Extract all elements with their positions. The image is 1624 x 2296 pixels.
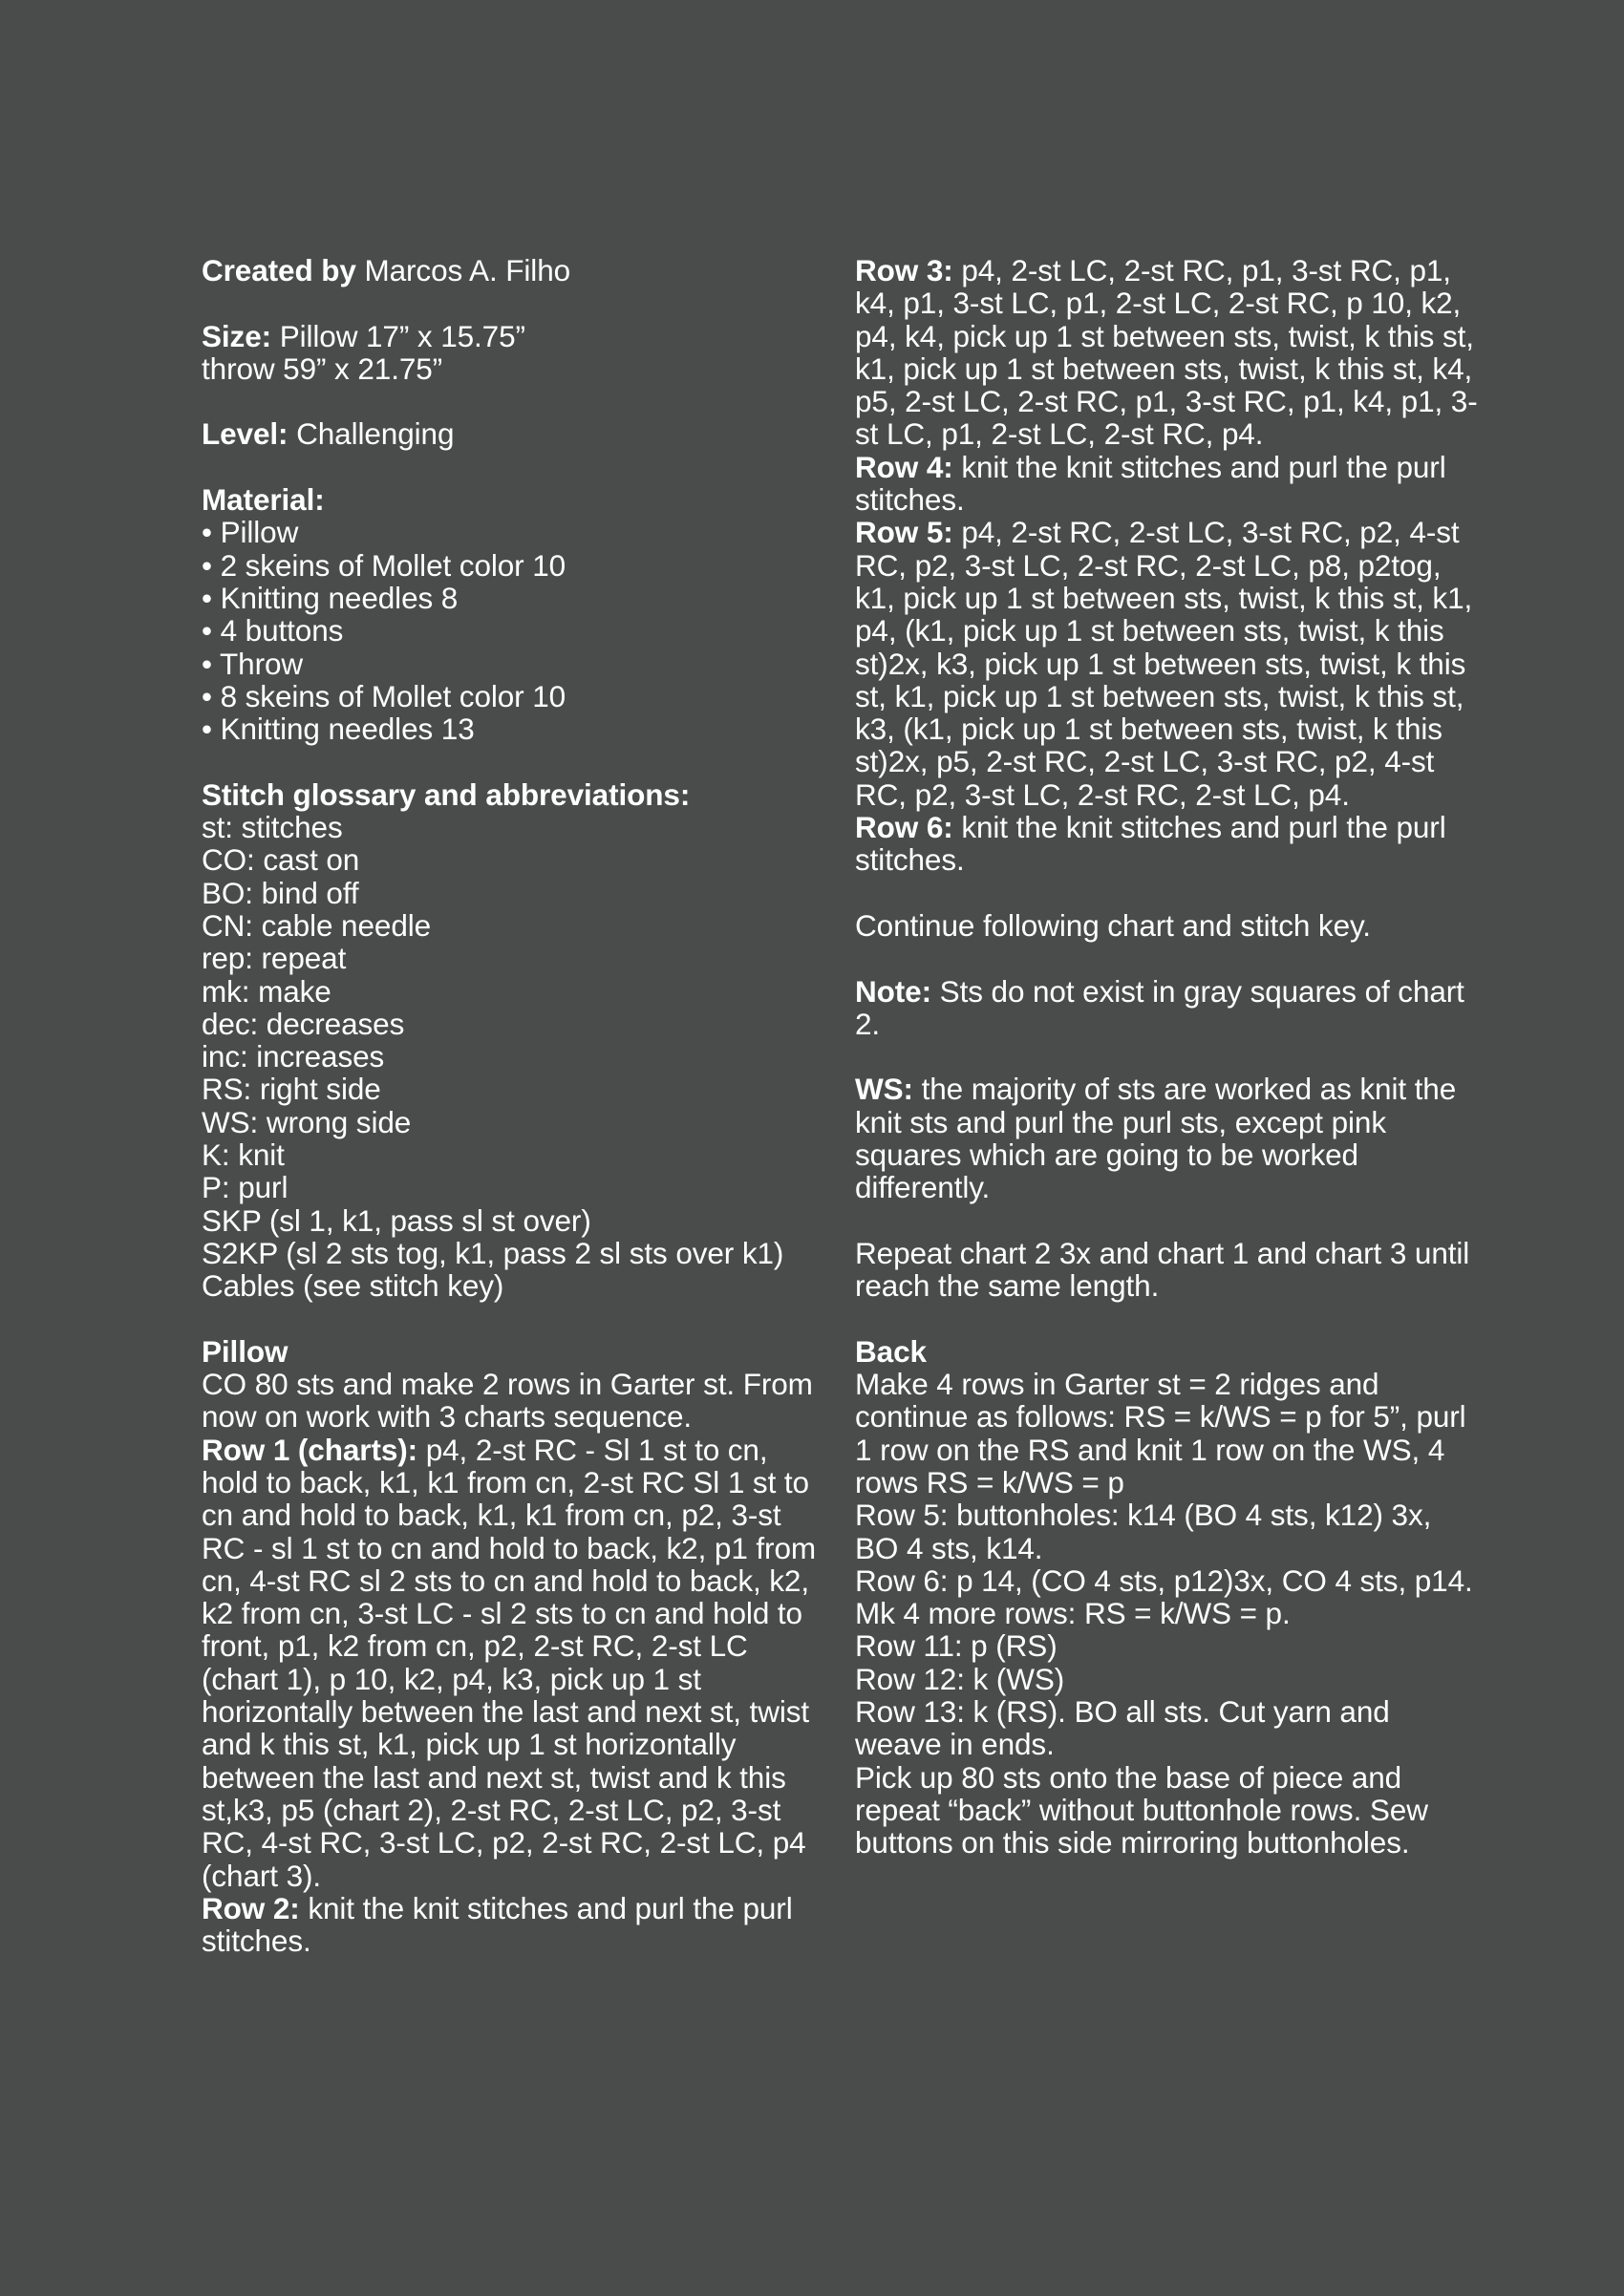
row-5-instruction [855, 516, 1481, 811]
row-4-label: Row 4: [855, 449, 953, 484]
material-section [202, 483, 832, 745]
back-instruction: Mk 4 more rows: RS = k/WS = p. [855, 1596, 1291, 1631]
row-2-label: Row 2: [202, 1890, 300, 1925]
material-item: • Pillow [202, 515, 299, 550]
back-heading: Back [855, 1333, 927, 1369]
created-by-value: Marcos A. Filho [364, 253, 571, 287]
glossary-item: Cables (see stitch key) [202, 1268, 504, 1304]
left-column [202, 254, 832, 1957]
glossary-item: CN: cable needle [202, 907, 432, 943]
glossary-item: inc: increases [202, 1039, 385, 1074]
glossary-item: BO: bind off [202, 875, 359, 910]
note-text: Sts do not exist in gray squares of chart 2. [855, 973, 1464, 1041]
back-instruction: Row 11: p (RS) [855, 1628, 1058, 1664]
material-item: • Knitting needles 13 [202, 712, 475, 747]
row-3-text: p4, 2-st LC, 2-st RC, p1, 3-st RC, p1, k4, p1, 3-st LC, p1, 2-st LC, 2-st RC, p 10, k2, p4, k4, pick up 1 st between sts, twist, k this st, k1, pick up 1 st between sts, twist, k this st, k4, p5, 2-st LC, 2-st RC, p1, 3-st RC, p1, k4, p1, 3-st LC, p1, 2-st LC, 2-st RC, p4. [855, 253, 1478, 452]
row-3-instruction [855, 254, 1481, 451]
material-item: • 8 skeins of Mollet color 10 [202, 678, 566, 713]
material-item: • Throw [202, 646, 304, 681]
glossary-heading: Stitch glossary and abbreviations: [202, 776, 691, 812]
row-1-text: p4, 2-st RC - Sl 1 st to cn, hold to back, k1, k1 from cn, 2-st RC Sl 1 st to cn and hold to back, k1, k1 from cn, p2, 3-st RC - sl 1 st to cn and hold to back, k2, p1 from cn, 4-st RC sl 2 sts to cn and hold to back, k2, k2 from cn, 3-st LC - sl 2 sts to cn and hold to front, p1, k2 from cn, p2, 2-st RC, 2-st LC (chart 1), p 10, k2, p4, k3, pick up 1 st horizontally between the last and next st, twist and k this st, k1, pick up 1 st horizontally between the last and next st, twist and k this st,k3, p5 (chart 2), 2-st RC, 2-st LC, p2, 3-st RC, 4-st RC, 3-st LC, p2, 2-st RC, 2-st LC, p4 (chart 3). [202, 1432, 816, 1893]
row-4-text: knit the knit stitches and purl the purl stitches. [855, 449, 1446, 518]
back-instruction: Row 5: buttonholes: k14 (BO 4 sts, k12) 3x, BO 4 sts, k14. [855, 1498, 1432, 1565]
ws-note [855, 1073, 1481, 1203]
glossary-item: WS: wrong side [202, 1104, 412, 1139]
back-instruction: Pick up 80 sts onto the base of piece and repeat “back” without buttonhole rows. Sew buttons on this side mirroring buttonholes. [855, 1759, 1428, 1860]
material-heading: Material: [202, 482, 325, 518]
material-item: • Knitting needles 8 [202, 580, 459, 615]
glossary-item: SKP (sl 1, k1, pass sl st over) [202, 1202, 591, 1238]
glossary-item: P: purl [202, 1170, 288, 1205]
size-pillow: Pillow 17” x 15.75” [279, 318, 525, 353]
level-value: Challenging [296, 416, 455, 452]
material-item: • 4 buttons [202, 613, 344, 648]
ws-label: WS: [855, 1072, 913, 1107]
repeat-note: Repeat chart 2 3x and chart 1 and chart 3 until reach the same length. [855, 1235, 1470, 1304]
row-2-text: knit the knit stitches and purl the purl stitches. [202, 1890, 793, 1959]
continue-note: Continue following chart and stitch key. [855, 907, 1371, 943]
glossary-section [202, 778, 832, 1303]
row-6-text: knit the knit stitches and purl the purl stitches. [855, 810, 1446, 878]
level-section [202, 417, 832, 450]
row-6-label: Row 6: [855, 810, 953, 845]
glossary-item: mk: make [202, 973, 331, 1009]
created-by-label: Created by [202, 253, 356, 287]
glossary-item: RS: right side [202, 1072, 381, 1107]
right-column [855, 254, 1481, 1860]
glossary-item: CO: cast on [202, 842, 360, 878]
level-label: Level: [202, 416, 288, 452]
pillow-section [202, 1335, 832, 1958]
size-throw: throw 59” x 21.75” [202, 351, 443, 386]
row-3-label: Row 3: [855, 253, 953, 287]
glossary-item: rep: repeat [202, 941, 347, 976]
pillow-heading: Pillow [202, 1333, 288, 1369]
row-5-text: p4, 2-st RC, 2-st LC, 3-st RC, p2, 4-st RC, p2, 3-st LC, 2-st RC, 2-st LC, p8, p2tog, k1, pick up 1 st between sts, twist, k this st, k1, p4, (k1, pick up 1 st between sts, twist, k this st)2x, k3, pick up 1 st between sts, twist, k this st, k1, pick up 1 st between sts, twist, k this st, k3, (k1, pick up 1 st between sts, twist, k this st)2x, p5, 2-st RC, 2-st LC, 3-st RC, p2, 4-st RC, p2, 3-st LC, 2-st RC, 2-st LC, p4. [855, 515, 1473, 812]
glossary-item: st: stitches [202, 810, 343, 845]
back-instruction: Row 6: p 14, (CO 4 sts, p12)3x, CO 4 sts, p14. [855, 1563, 1473, 1598]
back-section [855, 1335, 1481, 1860]
row-5-label: Row 5: [855, 515, 953, 550]
back-instruction: Make 4 rows in Garter st = 2 ridges and continue as follows: RS = k/WS = p for 5”, purl 1 row on the RS and knit 1 row on the WS, 4 rows RS = k/WS = p [855, 1367, 1466, 1499]
size-section [202, 320, 832, 386]
row-4-instruction [855, 451, 1481, 517]
size-label: Size: [202, 318, 272, 353]
pillow-intro: CO 80 sts and make 2 rows in Garter st. From now on work with 3 charts sequence. [202, 1367, 813, 1435]
row-2-instruction [202, 1892, 832, 1958]
created-by [202, 254, 832, 287]
note-label: Note: [855, 973, 931, 1009]
back-instruction: Row 13: k (RS). BO all sts. Cut yarn and weave in ends. [855, 1694, 1390, 1762]
glossary-item: S2KP (sl 2 sts tog, k1, pass 2 sl sts over k1) [202, 1235, 784, 1270]
glossary-item: K: knit [202, 1137, 285, 1173]
row-1-label: Row 1 (charts): [202, 1432, 418, 1467]
gray-squares-note [855, 975, 1481, 1041]
rows-3-to-6 [855, 254, 1481, 877]
glossary-item: dec: decreases [202, 1006, 405, 1041]
ws-text: the majority of sts are worked as knit the knit sts and purl the purl sts, except pink squares which are going to be worked differently. [855, 1072, 1457, 1205]
row-1-instruction [202, 1434, 832, 1892]
material-item: • 2 skeins of Mollet color 10 [202, 547, 566, 583]
row-6-instruction [855, 811, 1481, 877]
back-instruction: Row 12: k (WS) [855, 1661, 1065, 1696]
